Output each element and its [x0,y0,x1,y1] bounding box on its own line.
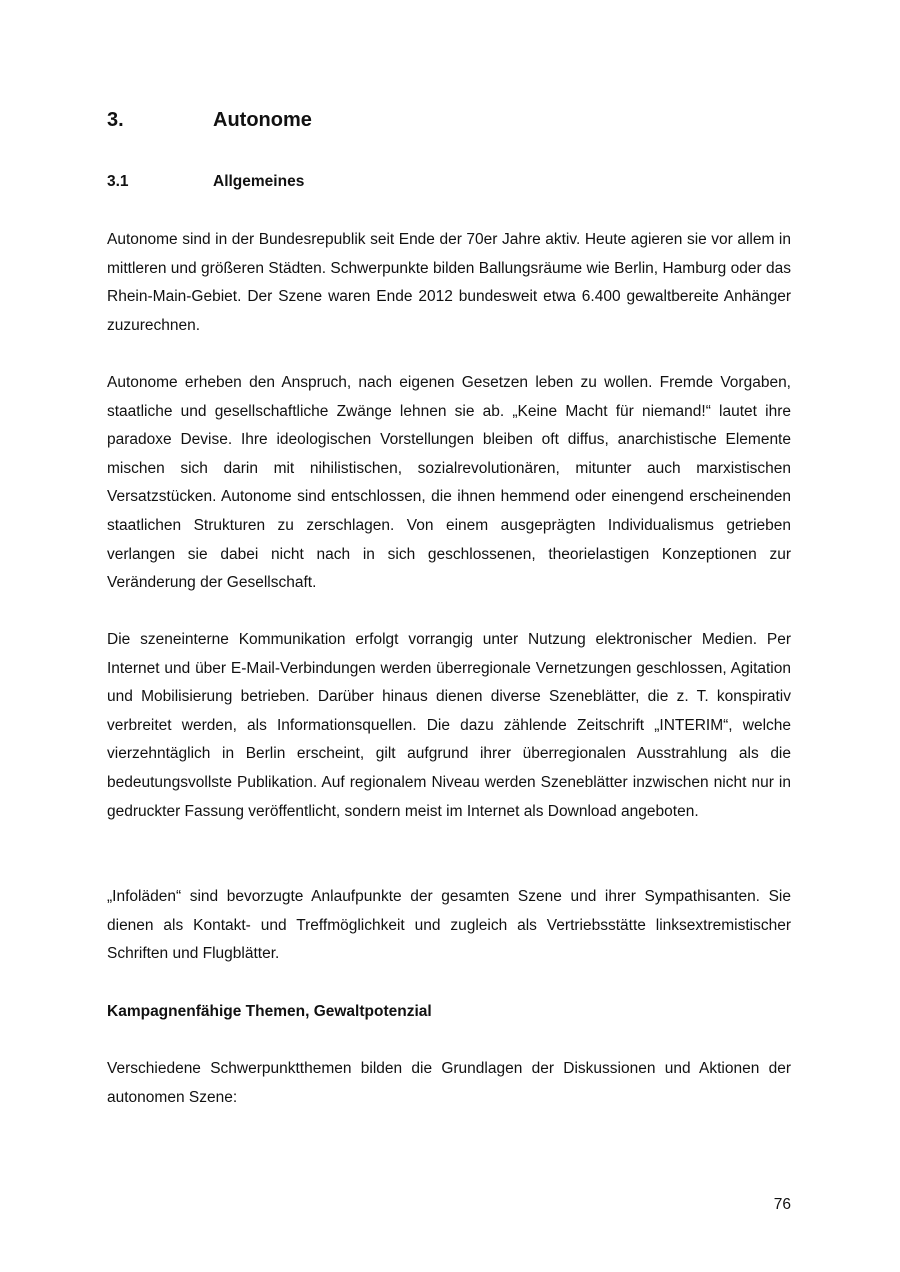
subsection-heading [107,171,791,193]
section-title: Autonome [213,109,312,131]
subsection-number: 3.1 [107,173,129,190]
paragraph-3: Die szeneinterne Kommunikation erfolgt vorrangig unter Nutzung elektronischer Medien. Per Internet und über E-Mail-Verbindungen werden überregionale Vernetzungen geschlossen, Agitation und Mobilisierung betrieben. Darüber hinaus dienen diverse Szeneblätter, die z. T. konspirativ verbreitet werden, als Informationsquellen. Die dazu zählende Zeitschrift „INTERIM“, welche vierzehntäglich in Berlin erscheint, gilt aufgrund ihrer überregionalen Ausstrahlung als die bedeutungsvollste Publikation. Auf regionalem Niveau werden Szeneblätter inzwischen nicht nur in gedruckter Fassung veröffentlicht, sondern meist im Internet als Download angeboten. [107,631,791,820]
paragraph-2: Autonome erheben den Anspruch, nach eigenen Gesetzen leben zu wollen. Fremde Vorgaben, staatliche und gesellschaftliche Zwänge lehnen sie ab. „Keine Macht für niemand!“ lautet ihre paradoxe Devise. Ihre ideologischen Vorstellungen bleiben oft diffus, anarchistische Elemente mischen sich darin mit nihilistischen, sozialrevolutionären, mitunter auch marxistischen Versatzstücken. Autonome sind entschlossen, die ihnen hemmend oder einengend erscheinenden staatlichen Strukturen zu zerschlagen. Von einem ausgeprägten Individualismus getrieben verlangen sie dabei nicht nach in sich geschlossenen, theorielastigen Konzeptionen zur Veränderung der Gesellschaft. [107,374,791,592]
section-number: 3. [107,109,124,131]
subheading: Kampagnenfähige Themen, Gewaltpotenzial [107,1003,432,1020]
page-number: 76 [773,1196,791,1213]
subsection-title: Allgemeines [213,173,305,190]
paragraph-4: „Infoläden“ sind bevorzugte Anlaufpunkte der gesamten Szene und ihrer Sympathisanten. Sie dienen als Kontakt- und Treffmöglichkeit und zugleich als Vertriebsstätte linksextremistischer Schriften und Flugblätter. [107,888,791,963]
paragraph-1: Autonome sind in der Bundesrepublik seit Ende der 70er Jahre aktiv. Heute agieren sie vor allem in mittleren und größeren Städten. Schwerpunkte bilden Ballungsräume wie Berlin, Hamburg oder das Rhein-Main-Gebiet. Der Szene waren Ende 2012 bundesweit etwa 6.400 gewaltbereite Anhänger zuzurechnen. [107,231,791,334]
paragraph-5: Verschiedene Schwerpunktthemen bilden die Grundlagen der Diskussionen und Aktionen der autonomen Szene: [107,1060,791,1106]
section-heading [107,106,791,134]
